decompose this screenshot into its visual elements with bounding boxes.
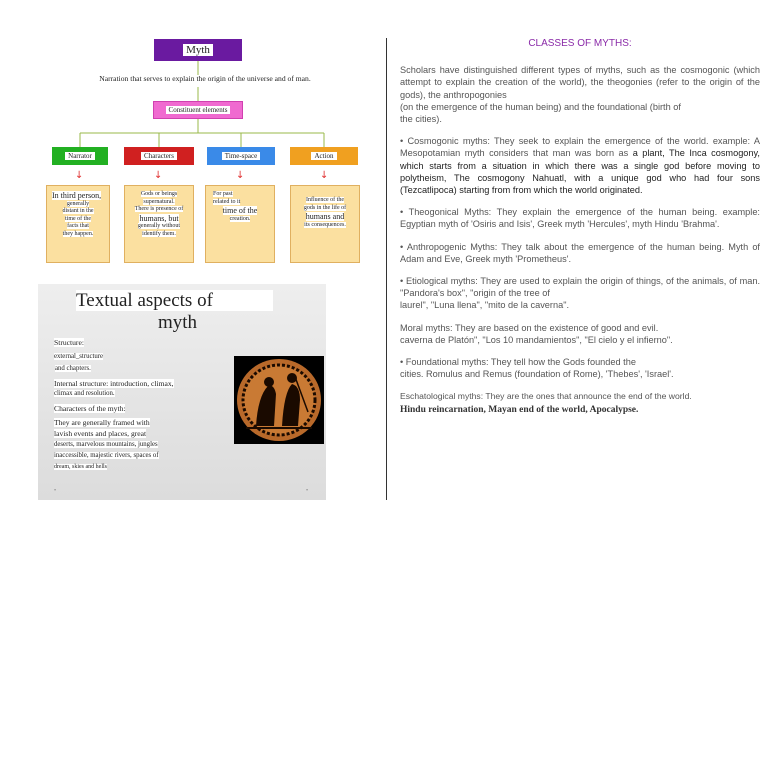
category-characters-label: Characters: [141, 152, 177, 160]
slide-text-line: inaccessible, majestic rivers, spaces of: [54, 452, 159, 459]
intro-paragraph: [400, 64, 760, 125]
detail-line: There is presence of: [134, 206, 184, 213]
greek-vase-image: [234, 356, 324, 444]
detail-line: identify them.: [142, 230, 176, 237]
eschatological-paragraph: [400, 390, 760, 415]
slide-text-line: external_structure: [54, 353, 104, 360]
category-timespace-label: Time-space: [222, 152, 260, 160]
slide-title-line2: myth: [158, 312, 198, 333]
etiological-text: • Etiological myths: They are used to explain the origin of things, of the animals, of man. "Pandora's box", "origin of the tree of: [400, 276, 760, 299]
down-arrow-icon: ↓: [154, 170, 163, 181]
column-divider: [386, 38, 387, 500]
detail-line: time of the: [65, 215, 91, 222]
characters-detail-box: [124, 185, 194, 263]
category-action: [290, 147, 358, 165]
slide-title: [76, 290, 273, 334]
slide-text-line: dream, skies and hells: [54, 464, 107, 470]
slide-internal2: [54, 389, 115, 399]
category-timespace: [207, 147, 275, 165]
anthropogenic-text: • Anthropogenic Myths: They talk about the emergence of the human being. Myth of Adam and Eve, Greek myth 'Prometheus'.: [400, 241, 760, 264]
down-arrow-icon: ↓: [320, 170, 329, 181]
anthropogenic-paragraph: [400, 241, 760, 265]
slide-characters-heading: [54, 404, 125, 414]
slide-framed-2: [54, 440, 158, 450]
cosmogonic-paragraph: [400, 135, 760, 196]
intro-text: Scholars have distinguished different types of myths, such as the cosmogonic (which attempt to explain the creation of the world), the theogonies (refer to the origin of the gods), the anthropogonies: [400, 65, 760, 100]
slide-text-line: They are generally framed with: [54, 418, 150, 427]
greek-vase-drawing: [234, 356, 324, 444]
slide-structure-label: [54, 338, 84, 348]
detail-line: In third person,: [52, 191, 102, 200]
slide-dot-left: •: [54, 488, 57, 494]
detail-line: generally: [66, 200, 90, 207]
detail-line: Gods or beings: [140, 191, 178, 197]
detail-line: distant in the: [62, 208, 94, 215]
slide-dot-right: •: [306, 488, 309, 494]
constituent-elements-node: [153, 101, 243, 119]
detail-line: generally without: [137, 223, 181, 230]
down-arrow-icon: ↓: [236, 170, 245, 181]
slide-framed-3: [54, 451, 159, 461]
classes-of-myths-section: [400, 38, 760, 426]
slide-framed-0: [54, 418, 150, 428]
concept-map: [40, 35, 370, 275]
detail-line: Influence of the: [306, 197, 344, 203]
category-narrator: [52, 147, 108, 165]
myth-root-label: Myth: [183, 44, 213, 56]
etiological-paragraph: [400, 275, 760, 312]
slide-text-line: Internal structure: introduction, climax,: [54, 379, 174, 388]
moral-text-2: caverna de Platón", "Los 10 mandamientos", "El cielo y el infierno".: [400, 334, 673, 345]
slide-framed-1: [54, 429, 146, 439]
detail-line: creation.: [229, 215, 251, 222]
theogonical-paragraph: [400, 206, 760, 230]
moral-text: Moral myths: They are based on the existence of good and evil.: [400, 322, 659, 333]
slide-chapters: [55, 364, 91, 374]
etiological-text-2: laurel", "Luna llena", "mito de la caverna".: [400, 300, 570, 311]
detail-line: supernatural.: [143, 198, 175, 205]
constituent-elements-label: Constituent elements: [166, 106, 231, 114]
textual-aspects-slide: [38, 284, 326, 500]
foundational-text-2: cities. Romulus and Remus (foundation of Rome), 'Thebes', 'Israel'.: [400, 369, 674, 380]
narrator-detail-box: [46, 185, 110, 263]
cosmogonic-text-2: a plant, The Inca cosmogony, which starts from a situation in which there was a single god before moving to polytheism, The cosmogony Nahuatl, with a unique god who had four sons (Tezcatlipoca) starting from from which the world originated.: [400, 148, 760, 196]
detail-line: gods in the life of: [303, 204, 347, 211]
myth-definition: [70, 74, 340, 83]
slide-text-line: and chapters.: [55, 365, 91, 372]
slide-text-line: lavish events and places, great: [54, 429, 147, 438]
detail-line: time of the: [222, 206, 258, 216]
detail-line: For past: [213, 191, 233, 197]
foundational-text: • Foundational myths: They tell how the Gods founded the: [400, 357, 636, 368]
category-characters: [124, 147, 194, 165]
eschatological-text: Eschatological myths: They are the ones that announce the end of the world.: [400, 391, 692, 402]
detail-line: they happen.: [62, 230, 94, 237]
slide-title-line1: Textual aspects of: [76, 290, 273, 311]
theogonical-text: • Theogonical Myths: They explain the emergence of the human being. example: Egyptian myth of 'Osiris and Isis', Greek myth 'Hercules', myth Hindu 'Brahma'.: [400, 207, 760, 230]
detail-line: facts that: [67, 223, 89, 230]
slide-framed-4: [54, 462, 107, 472]
action-detail-box: [290, 185, 360, 263]
slide-text-line: Characters of the myth:: [54, 404, 126, 413]
down-arrow-icon: ↓: [75, 170, 84, 181]
timespace-detail-box: [205, 185, 275, 263]
eschatological-text-2: Hindu reincarnation, Mayan end of the world, Apocalypse.: [400, 404, 639, 415]
moral-paragraph: [400, 322, 760, 346]
foundational-paragraph: [400, 356, 760, 380]
detail-line: humans, but: [139, 213, 179, 223]
category-narrator-label: Narrator: [65, 152, 95, 160]
category-action-label: Action: [311, 152, 336, 160]
slide-text-line: Structure:: [54, 338, 84, 347]
detail-line: related to it: [213, 198, 241, 205]
myth-definition-text: Narration that serves to explain the origin of the universe and of man.: [99, 74, 311, 83]
slide-text-line: climax and resolution.: [54, 390, 115, 397]
intro-text-2: (on the emergence of the human being) and the foundational (birth of: [400, 101, 681, 112]
cosmogonic-text: • Cosmogonic myths: They seek to explain the emergence of the world. example: A Mesopotamian myth considers that man was born as: [400, 136, 760, 159]
slide-internal: [54, 379, 174, 389]
detail-line: humans and: [305, 212, 345, 222]
classes-title: CLASSES OF MYTHS:: [528, 38, 632, 49]
slide-text-line: deserts, marvelous mountains, jungles: [54, 441, 158, 448]
slide-external: [54, 352, 103, 362]
detail-line: its consequences.: [304, 221, 346, 228]
myth-root-node: [154, 39, 242, 61]
intro-text-3: the cities).: [400, 114, 442, 125]
